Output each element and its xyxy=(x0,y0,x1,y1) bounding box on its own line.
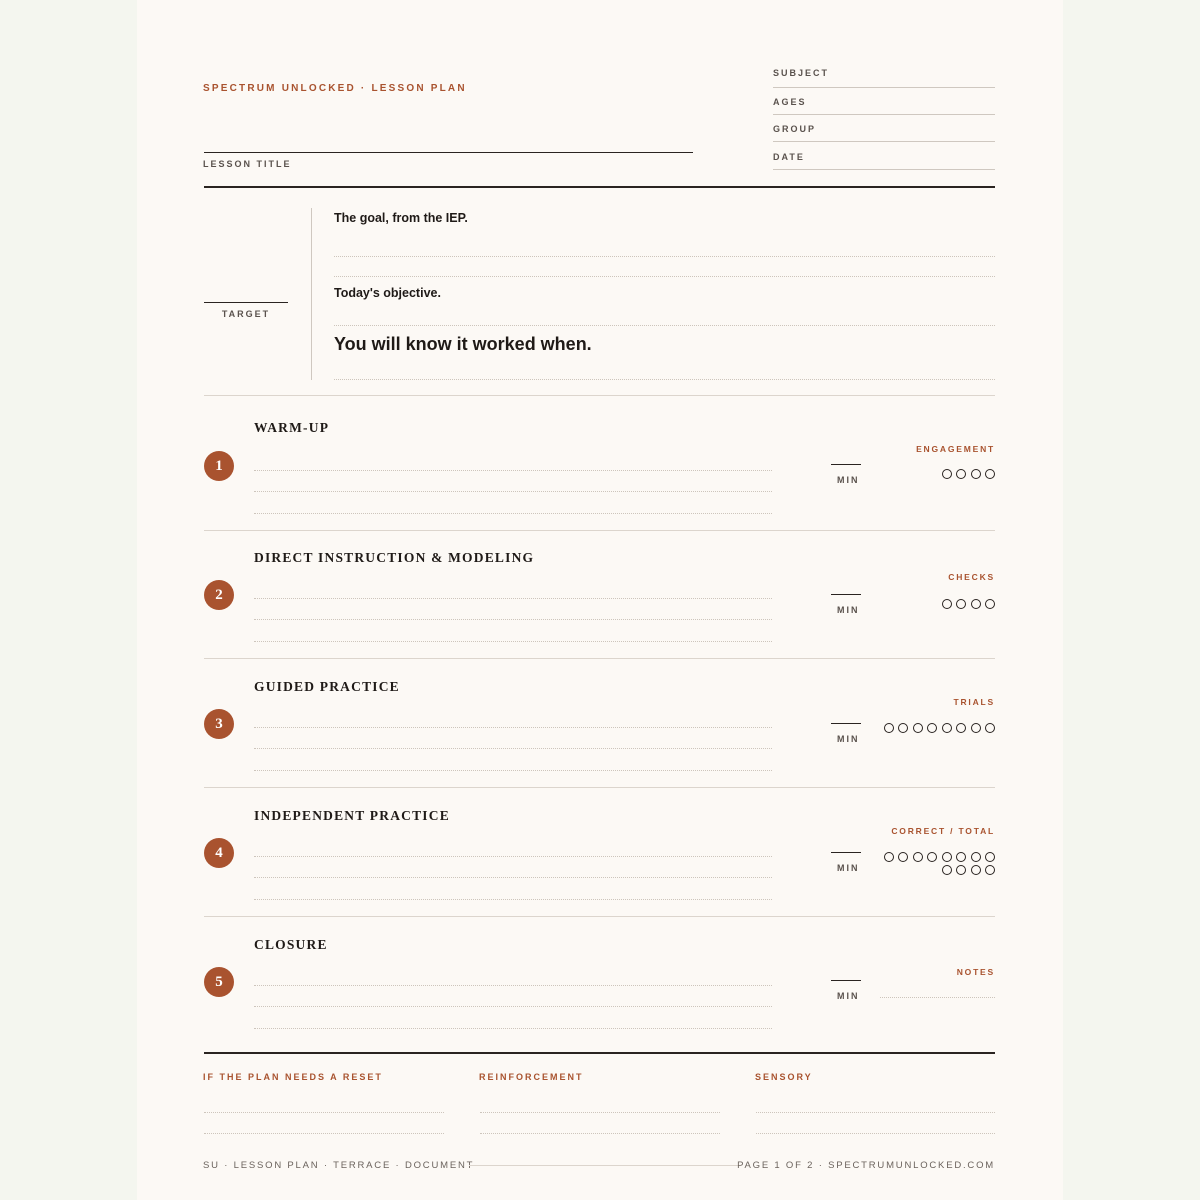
group-label: GROUP xyxy=(773,124,817,134)
tracker-circle[interactable] xyxy=(927,723,937,733)
target-label: TARGET xyxy=(221,309,271,319)
subject-field[interactable] xyxy=(773,60,995,88)
bottom-divider xyxy=(204,1052,995,1054)
step-number-badge: 5 xyxy=(204,967,234,997)
lesson-title-label: LESSON TITLE xyxy=(203,159,292,169)
brand-heading: SPECTRUM UNLOCKED · LESSON PLAN xyxy=(203,83,467,94)
tracker-circles xyxy=(883,723,995,733)
subject-label: SUBJECT xyxy=(773,68,830,78)
tracker-label: NOTES xyxy=(956,967,995,977)
goal-writing-line[interactable] xyxy=(334,276,995,277)
tracker-circle[interactable] xyxy=(956,723,966,733)
tracker-label: ENGAGEMENT xyxy=(916,444,995,454)
step-title: WARM-UP xyxy=(254,420,330,435)
step-writing-line[interactable] xyxy=(254,619,772,620)
footer-left: SU · LESSON PLAN · TERRACE · DOCUMENT xyxy=(203,1160,475,1171)
tracker-circle[interactable] xyxy=(956,599,966,609)
step-divider xyxy=(204,787,995,788)
tracker-circle[interactable] xyxy=(913,723,923,733)
tracker-circle[interactable] xyxy=(898,723,908,733)
step-writing-line[interactable] xyxy=(254,598,772,599)
reinforcement-writing-line[interactable] xyxy=(480,1112,720,1113)
objective-writing-line[interactable] xyxy=(334,325,995,326)
minutes-field[interactable] xyxy=(831,852,861,853)
step-title: DIRECT INSTRUCTION & MODELING xyxy=(254,550,535,565)
step-writing-line[interactable] xyxy=(254,641,772,642)
tracker-circle[interactable] xyxy=(942,865,952,875)
step-number-badge: 3 xyxy=(204,709,234,739)
tracker-circle[interactable] xyxy=(942,599,952,609)
tracker-circle[interactable] xyxy=(898,852,908,862)
tracker-circle[interactable] xyxy=(971,865,981,875)
tracker-circle[interactable] xyxy=(956,852,966,862)
footer-rule xyxy=(469,1165,741,1166)
success-prompt: You will know it worked when. xyxy=(334,334,592,354)
tracker-circle[interactable] xyxy=(942,469,952,479)
step-writing-line[interactable] xyxy=(254,856,772,857)
tracker-circles xyxy=(883,599,995,609)
reset-label: IF THE PLAN NEEDS A RESET xyxy=(203,1072,383,1082)
tracker-circle[interactable] xyxy=(956,469,966,479)
ages-field[interactable] xyxy=(773,87,995,115)
minutes-field[interactable] xyxy=(831,594,861,595)
step-writing-line[interactable] xyxy=(254,513,772,514)
tracker-circle[interactable] xyxy=(971,469,981,479)
sensory-writing-line[interactable] xyxy=(756,1133,995,1134)
tracker-circle[interactable] xyxy=(985,865,995,875)
sensory-writing-line[interactable] xyxy=(756,1112,995,1113)
section-divider xyxy=(204,395,995,396)
tracker-circle[interactable] xyxy=(971,723,981,733)
date-field[interactable] xyxy=(773,142,995,170)
goal-prompt: The goal, from the IEP. xyxy=(334,211,468,225)
target-line xyxy=(204,302,288,303)
minutes-label: MIN xyxy=(837,863,860,873)
step-divider xyxy=(204,658,995,659)
step-writing-line[interactable] xyxy=(254,877,772,878)
step-number-badge: 4 xyxy=(204,838,234,868)
tracker-label: CHECKS xyxy=(948,572,995,582)
notes-writing-line[interactable] xyxy=(880,997,995,998)
minutes-label: MIN xyxy=(837,991,860,1001)
tracker-circle[interactable] xyxy=(985,469,995,479)
step-writing-line[interactable] xyxy=(254,470,772,471)
step-writing-line[interactable] xyxy=(254,1006,772,1007)
goal-writing-line[interactable] xyxy=(334,256,995,257)
minutes-field[interactable] xyxy=(831,464,861,465)
tracker-circles xyxy=(883,852,995,875)
tracker-circle[interactable] xyxy=(985,599,995,609)
step-title: CLOSURE xyxy=(254,937,328,952)
date-label: DATE xyxy=(773,152,805,162)
target-divider xyxy=(311,208,312,380)
minutes-label: MIN xyxy=(837,605,860,615)
step-writing-line[interactable] xyxy=(254,985,772,986)
tracker-circle[interactable] xyxy=(971,852,981,862)
tracker-circle[interactable] xyxy=(971,599,981,609)
step-title: INDEPENDENT PRACTICE xyxy=(254,808,450,823)
step-writing-line[interactable] xyxy=(254,1028,772,1029)
sensory-label: SENSORY xyxy=(755,1072,813,1082)
tracker-circle[interactable] xyxy=(927,852,937,862)
tracker-circle[interactable] xyxy=(985,852,995,862)
tracker-label: CORRECT / TOTAL xyxy=(891,826,995,836)
tracker-circle[interactable] xyxy=(884,723,894,733)
tracker-circle[interactable] xyxy=(942,723,952,733)
header-divider xyxy=(204,186,995,188)
step-number-badge: 1 xyxy=(204,451,234,481)
tracker-label: TRIALS xyxy=(953,697,995,707)
lesson-title-field[interactable] xyxy=(204,152,693,153)
group-field[interactable] xyxy=(773,114,995,142)
step-writing-line[interactable] xyxy=(254,491,772,492)
tracker-circle[interactable] xyxy=(942,852,952,862)
lesson-plan-page xyxy=(137,0,1063,1200)
step-title: GUIDED PRACTICE xyxy=(254,679,400,694)
success-writing-line[interactable] xyxy=(334,379,995,380)
tracker-circles xyxy=(883,469,995,479)
ages-label: AGES xyxy=(773,97,807,107)
minutes-field[interactable] xyxy=(831,980,861,981)
reset-writing-line[interactable] xyxy=(204,1133,444,1134)
reinforcement-writing-line[interactable] xyxy=(480,1133,720,1134)
tracker-circle[interactable] xyxy=(913,852,923,862)
reinforcement-label: REINFORCEMENT xyxy=(479,1072,584,1082)
minutes-label: MIN xyxy=(837,734,860,744)
step-writing-line[interactable] xyxy=(254,899,772,900)
step-divider xyxy=(204,530,995,531)
step-number-badge: 2 xyxy=(204,580,234,610)
tracker-circle[interactable] xyxy=(985,723,995,733)
tracker-circle[interactable] xyxy=(956,865,966,875)
step-divider xyxy=(204,916,995,917)
step-writing-line[interactable] xyxy=(254,727,772,728)
objective-prompt: Today's objective. xyxy=(334,286,441,300)
footer-right: PAGE 1 OF 2 · SPECTRUMUNLOCKED.COM xyxy=(737,1160,995,1171)
step-writing-line[interactable] xyxy=(254,748,772,749)
tracker-circle[interactable] xyxy=(884,852,894,862)
reset-writing-line[interactable] xyxy=(204,1112,444,1113)
minutes-field[interactable] xyxy=(831,723,861,724)
step-writing-line[interactable] xyxy=(254,770,772,771)
minutes-label: MIN xyxy=(837,475,860,485)
